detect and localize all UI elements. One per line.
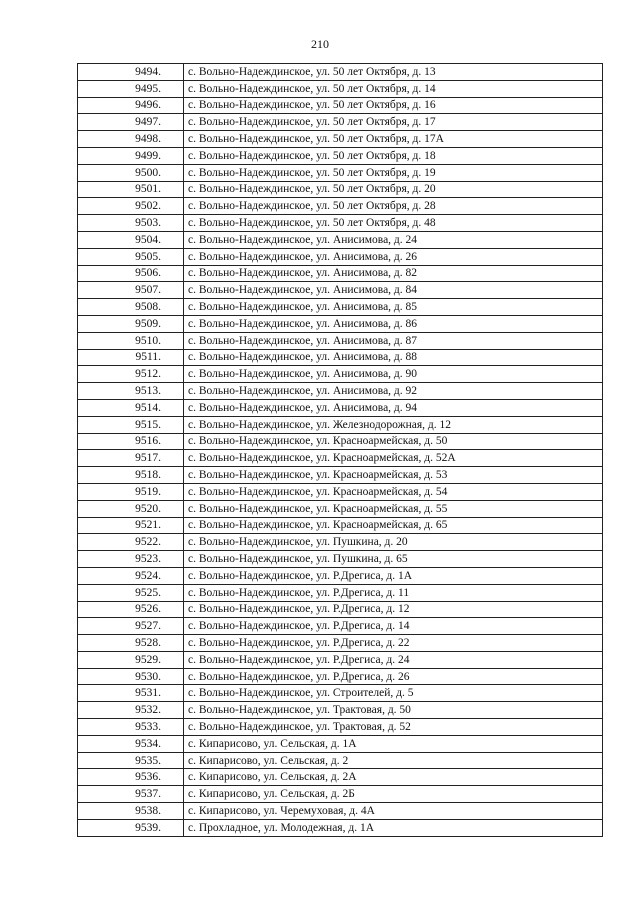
table-row xyxy=(78,198,603,215)
row-number: 9535. xyxy=(78,752,184,769)
row-address: с. Вольно-Надеждинское, ул. Пушкина, д. 20 xyxy=(184,534,603,551)
table-row xyxy=(78,399,603,416)
row-address: с. Вольно-Надеждинское, ул. Р.Дрегиса, д. 14 xyxy=(184,618,603,635)
row-number: 9516. xyxy=(78,433,184,450)
row-address: с. Вольно-Надеждинское, ул. Р.Дрегиса, д. 12 xyxy=(184,601,603,618)
table-row xyxy=(78,64,603,81)
row-number: 9497. xyxy=(78,114,184,131)
row-number: 9521. xyxy=(78,517,184,534)
table-row xyxy=(78,366,603,383)
row-address: с. Вольно-Надеждинское, ул. Железнодорожная, д. 12 xyxy=(184,416,603,433)
row-number: 9513. xyxy=(78,383,184,400)
row-number: 9526. xyxy=(78,601,184,618)
row-number: 9504. xyxy=(78,231,184,248)
row-address: с. Вольно-Надеждинское, ул. Трактовая, д. 50 xyxy=(184,702,603,719)
row-address: с. Вольно-Надеждинское, ул. Анисимова, д. 88 xyxy=(184,349,603,366)
row-address: с. Кипарисово, ул. Сельская, д. 2 xyxy=(184,752,603,769)
row-number: 9500. xyxy=(78,164,184,181)
row-number: 9495. xyxy=(78,80,184,97)
row-address: с. Вольно-Надеждинское, ул. Красноармейская, д. 50 xyxy=(184,433,603,450)
table-row xyxy=(78,483,603,500)
table-row xyxy=(78,164,603,181)
row-number: 9529. xyxy=(78,651,184,668)
table-row xyxy=(78,231,603,248)
row-address: с. Вольно-Надеждинское, ул. Пушкина, д. 65 xyxy=(184,551,603,568)
row-number: 9517. xyxy=(78,450,184,467)
table-row xyxy=(78,349,603,366)
address-table-body xyxy=(78,64,603,837)
row-address: с. Вольно-Надеждинское, ул. Анисимова, д. 86 xyxy=(184,315,603,332)
row-address: с. Вольно-Надеждинское, ул. 50 лет Октября, д. 16 xyxy=(184,97,603,114)
row-number: 9539. xyxy=(78,819,184,836)
row-address: с. Вольно-Надеждинское, ул. Анисимова, д. 24 xyxy=(184,231,603,248)
row-address: с. Вольно-Надеждинское, ул. 50 лет Октября, д. 13 xyxy=(184,64,603,81)
row-number: 9531. xyxy=(78,685,184,702)
row-address: с. Вольно-Надеждинское, ул. Анисимова, д. 94 xyxy=(184,399,603,416)
table-row xyxy=(78,803,603,820)
row-number: 9522. xyxy=(78,534,184,551)
row-number: 9503. xyxy=(78,215,184,232)
row-address: с. Прохладное, ул. Молодежная, д. 1А xyxy=(184,819,603,836)
row-number: 9523. xyxy=(78,551,184,568)
row-number: 9510. xyxy=(78,332,184,349)
row-number: 9502. xyxy=(78,198,184,215)
row-number: 9532. xyxy=(78,702,184,719)
table-row xyxy=(78,181,603,198)
table-row xyxy=(78,786,603,803)
table-row xyxy=(78,80,603,97)
table-row xyxy=(78,635,603,652)
table-row xyxy=(78,702,603,719)
row-number: 9534. xyxy=(78,735,184,752)
row-number: 9530. xyxy=(78,668,184,685)
table-row xyxy=(78,685,603,702)
row-address: с. Вольно-Надеждинское, ул. Анисимова, д. 84 xyxy=(184,282,603,299)
table-row xyxy=(78,215,603,232)
row-number: 9494. xyxy=(78,64,184,81)
row-address: с. Вольно-Надеждинское, ул. 50 лет Октября, д. 28 xyxy=(184,198,603,215)
table-row xyxy=(78,467,603,484)
row-number: 9508. xyxy=(78,299,184,316)
row-number: 9528. xyxy=(78,635,184,652)
row-number: 9533. xyxy=(78,719,184,736)
row-address: с. Вольно-Надеждинское, ул. 50 лет Октября, д. 17 xyxy=(184,114,603,131)
table-row xyxy=(78,668,603,685)
row-number: 9506. xyxy=(78,265,184,282)
table-row xyxy=(78,315,603,332)
row-address: с. Кипарисово, ул. Сельская, д. 2Б xyxy=(184,786,603,803)
row-number: 9525. xyxy=(78,584,184,601)
row-number: 9519. xyxy=(78,483,184,500)
row-number: 9512. xyxy=(78,366,184,383)
table-row xyxy=(78,534,603,551)
table-row xyxy=(78,769,603,786)
table-row xyxy=(78,433,603,450)
table-row xyxy=(78,332,603,349)
row-address: с. Вольно-Надеждинское, ул. 50 лет Октября, д. 48 xyxy=(184,215,603,232)
table-row xyxy=(78,819,603,836)
row-address: с. Вольно-Надеждинское, ул. Красноармейская, д. 65 xyxy=(184,517,603,534)
row-address: с. Вольно-Надеждинское, ул. Анисимова, д. 85 xyxy=(184,299,603,316)
table-row xyxy=(78,567,603,584)
address-table xyxy=(77,63,603,837)
row-address: с. Вольно-Надеждинское, ул. Красноармейская, д. 53 xyxy=(184,467,603,484)
table-row xyxy=(78,248,603,265)
row-address: с. Вольно-Надеждинское, ул. Р.Дрегиса, д. 24 xyxy=(184,651,603,668)
row-number: 9514. xyxy=(78,399,184,416)
table-row xyxy=(78,383,603,400)
table-row xyxy=(78,131,603,148)
row-address: с. Вольно-Надеждинское, ул. Р.Дрегиса, д. 1А xyxy=(184,567,603,584)
row-address: с. Вольно-Надеждинское, ул. Трактовая, д. 52 xyxy=(184,719,603,736)
row-address: с. Вольно-Надеждинское, ул. 50 лет Октября, д. 18 xyxy=(184,147,603,164)
row-address: с. Вольно-Надеждинское, ул. Р.Дрегиса, д. 26 xyxy=(184,668,603,685)
table-row xyxy=(78,500,603,517)
row-number: 9501. xyxy=(78,181,184,198)
row-number: 9515. xyxy=(78,416,184,433)
row-address: с. Вольно-Надеждинское, ул. Красноармейская, д. 55 xyxy=(184,500,603,517)
table-row xyxy=(78,147,603,164)
table-row xyxy=(78,416,603,433)
row-address: с. Вольно-Надеждинское, ул. Строителей, д. 5 xyxy=(184,685,603,702)
row-address: с. Вольно-Надеждинское, ул. Красноармейская, д. 52А xyxy=(184,450,603,467)
row-number: 9537. xyxy=(78,786,184,803)
row-number: 9527. xyxy=(78,618,184,635)
row-address: с. Вольно-Надеждинское, ул. 50 лет Октября, д. 19 xyxy=(184,164,603,181)
table-row xyxy=(78,618,603,635)
row-address: с. Кипарисово, ул. Черемуховая, д. 4А xyxy=(184,803,603,820)
row-number: 9507. xyxy=(78,282,184,299)
row-address: с. Вольно-Надеждинское, ул. Красноармейская, д. 54 xyxy=(184,483,603,500)
row-address: с. Вольно-Надеждинское, ул. Анисимова, д. 87 xyxy=(184,332,603,349)
row-number: 9498. xyxy=(78,131,184,148)
row-address: с. Вольно-Надеждинское, ул. 50 лет Октября, д. 14 xyxy=(184,80,603,97)
row-number: 9518. xyxy=(78,467,184,484)
row-address: с. Вольно-Надеждинское, ул. Анисимова, д. 90 xyxy=(184,366,603,383)
row-number: 9524. xyxy=(78,567,184,584)
table-row xyxy=(78,450,603,467)
table-row xyxy=(78,735,603,752)
row-address: с. Вольно-Надеждинское, ул. Р.Дрегиса, д. 11 xyxy=(184,584,603,601)
table-row xyxy=(78,282,603,299)
table-row xyxy=(78,584,603,601)
table-row xyxy=(78,752,603,769)
row-address: с. Вольно-Надеждинское, ул. Р.Дрегиса, д. 22 xyxy=(184,635,603,652)
row-number: 9496. xyxy=(78,97,184,114)
row-address: с. Кипарисово, ул. Сельская, д. 1А xyxy=(184,735,603,752)
table-row xyxy=(78,299,603,316)
row-address: с. Вольно-Надеждинское, ул. 50 лет Октября, д. 20 xyxy=(184,181,603,198)
table-row xyxy=(78,517,603,534)
row-address: с. Кипарисово, ул. Сельская, д. 2А xyxy=(184,769,603,786)
table-row xyxy=(78,601,603,618)
row-number: 9536. xyxy=(78,769,184,786)
table-row xyxy=(78,97,603,114)
page-number: 210 xyxy=(311,37,329,51)
row-number: 9505. xyxy=(78,248,184,265)
table-row xyxy=(78,265,603,282)
table-row xyxy=(78,551,603,568)
row-number: 9538. xyxy=(78,803,184,820)
row-address: с. Вольно-Надеждинское, ул. Анисимова, д. 92 xyxy=(184,383,603,400)
row-number: 9520. xyxy=(78,500,184,517)
table-row xyxy=(78,651,603,668)
table-row xyxy=(78,719,603,736)
row-address: с. Вольно-Надеждинское, ул. Анисимова, д. 82 xyxy=(184,265,603,282)
row-number: 9499. xyxy=(78,147,184,164)
row-number: 9511. xyxy=(78,349,184,366)
row-number: 9509. xyxy=(78,315,184,332)
table-row xyxy=(78,114,603,131)
row-address: с. Вольно-Надеждинское, ул. 50 лет Октября, д. 17А xyxy=(184,131,603,148)
row-address: с. Вольно-Надеждинское, ул. Анисимова, д. 26 xyxy=(184,248,603,265)
